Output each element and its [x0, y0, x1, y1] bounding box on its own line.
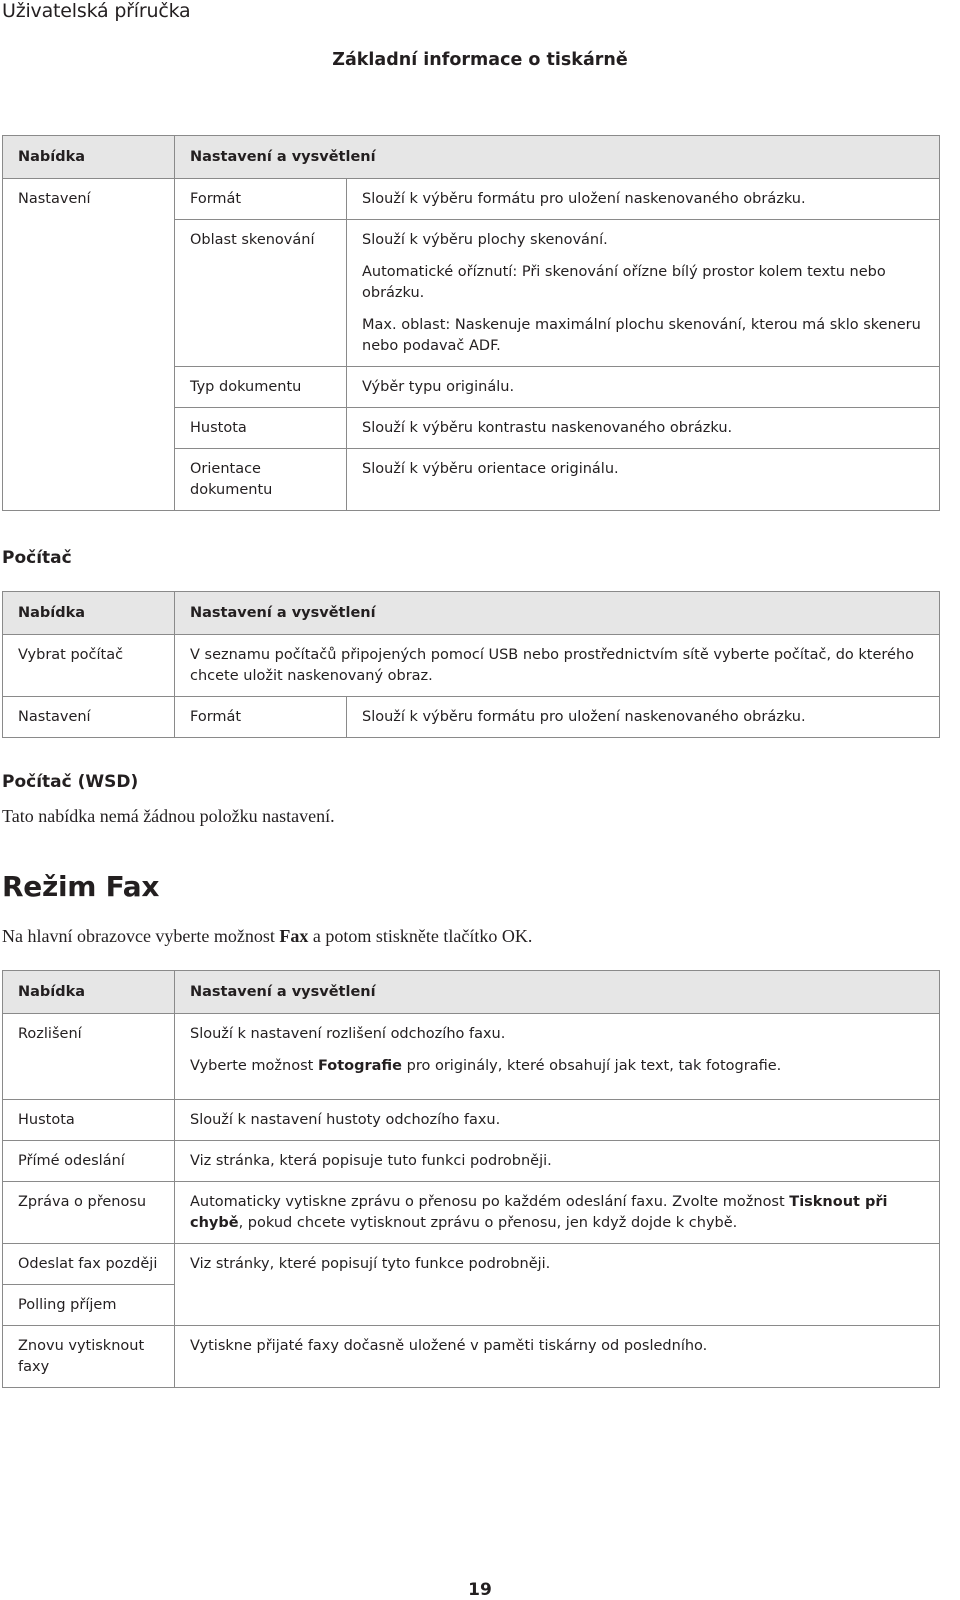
row-label: Typ dokumentu	[175, 367, 347, 408]
computer-table	[2, 591, 940, 738]
header-settings: Nastavení a vysvětlení	[175, 971, 940, 1014]
desc-bold: Fotografie	[317, 1058, 403, 1074]
header-settings: Nastavení a vysvětlení	[175, 592, 940, 635]
fax-intro-bold: Fax	[279, 926, 309, 946]
group-label: Nastavení	[3, 697, 175, 738]
page-number: 19	[468, 1580, 492, 1600]
row-desc: Slouží k nastavení hustoty odchozího faxu.	[175, 1100, 940, 1141]
row-desc: Viz stránky, které popisují tyto funkce podrobněji.	[175, 1244, 940, 1326]
fax-intro-text: a potom stiskněte tlačítko OK.	[308, 926, 533, 946]
desc-text: , pokud chcete vytisknout zprávu o přenosu, jen když dojde k chybě.	[238, 1215, 738, 1231]
header-menu: Nabídka	[3, 136, 175, 179]
row-desc: V seznamu počítačů připojených pomocí USB nebo prostřednictvím sítě vyberte počítač, do kterého chcete uložit naskenovaný obraz.	[175, 635, 940, 697]
row-desc: Slouží k výběru formátu pro uložení naskenovaného obrázku.	[347, 697, 940, 738]
chapter-title: Základní informace o tiskárně	[332, 50, 628, 70]
row-label: Hustota	[3, 1100, 175, 1141]
row-desc: Slouží k výběru orientace originálu.	[347, 449, 940, 511]
row-label: Oblast skenování	[175, 220, 347, 367]
row-label: Znovu vytisknout faxy	[3, 1326, 175, 1388]
fax-table	[2, 970, 940, 1388]
row-desc: Výběr typu originálu.	[347, 367, 940, 408]
row-label: Zpráva o přenosu	[3, 1182, 175, 1244]
row-label: Rozlišení	[3, 1014, 175, 1100]
header-menu: Nabídka	[3, 592, 175, 635]
desc-paragraph: Slouží k nastavení rozlišení odchozího faxu.	[190, 1026, 506, 1042]
desc-paragraph	[190, 1056, 924, 1077]
running-header: Uživatelská příručka	[2, 0, 191, 22]
desc-bold: Tisknout při chybě	[190, 1194, 888, 1231]
wsd-text: Tato nabídka nemá žádnou položku nastavení.	[2, 806, 335, 826]
header-menu: Nabídka	[3, 971, 175, 1014]
row-desc	[347, 220, 940, 367]
fax-intro	[2, 926, 532, 947]
row-desc: Vytiskne přijaté faxy dočasně uložené v paměti tiskárny od posledního.	[175, 1326, 940, 1388]
row-desc	[175, 1182, 940, 1244]
section-title-computer: Počítač	[2, 548, 72, 568]
fax-intro-text: Na hlavní obrazovce vyberte možnost	[2, 926, 280, 946]
row-label: Hustota	[175, 408, 347, 449]
desc-paragraph: Automatické oříznutí: Při skenování ořízne bílý prostor kolem textu nebo obrázku.	[362, 264, 886, 301]
desc-text: pro originály, které obsahují jak text, tak fotografie.	[402, 1058, 782, 1074]
row-desc: Slouží k výběru kontrastu naskenovaného obrázku.	[347, 408, 940, 449]
row-desc: Slouží k výběru formátu pro uložení naskenovaného obrázku.	[347, 179, 940, 220]
row-label: Orientace dokumentu	[175, 449, 347, 511]
desc-paragraph: Max. oblast: Naskenuje maximální plochu skenování, kterou má sklo skeneru nebo podavač ADF.	[362, 317, 921, 354]
row-desc	[175, 1014, 940, 1100]
desc-text: Vyberte možnost	[190, 1058, 318, 1074]
row-label: Polling příjem	[3, 1285, 175, 1326]
row-label: Formát	[175, 697, 347, 738]
scan-settings-table	[2, 135, 940, 511]
row-label: Vybrat počítač	[3, 635, 175, 697]
fax-heading: Režim Fax	[2, 870, 160, 903]
group-label: Nastavení	[3, 179, 175, 511]
desc-paragraph: Slouží k výběru plochy skenování.	[362, 232, 608, 248]
section-title-wsd: Počítač (WSD)	[2, 772, 139, 792]
header-settings: Nastavení a vysvětlení	[175, 136, 940, 179]
row-label: Odeslat fax později	[3, 1244, 175, 1285]
row-label: Přímé odeslání	[3, 1141, 175, 1182]
row-label: Formát	[175, 179, 347, 220]
row-desc: Viz stránka, která popisuje tuto funkci podrobněji.	[175, 1141, 940, 1182]
desc-text: Automaticky vytiskne zprávu o přenosu po každém odeslání faxu. Zvolte možnost	[190, 1194, 790, 1210]
